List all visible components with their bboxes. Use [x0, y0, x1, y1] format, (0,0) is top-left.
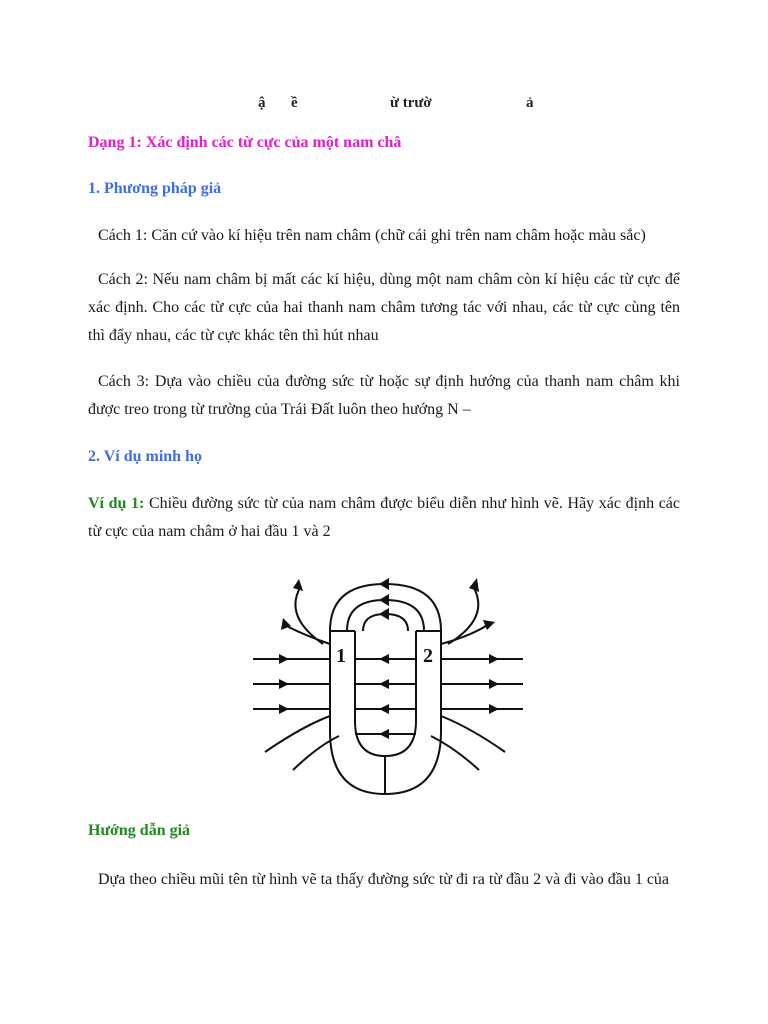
method3-paragraph — [88, 368, 680, 424]
method1-text: Cách 1: Căn cứ vào kí hiệu trên nam châm (chữ cái ghi trên nam châm hoặc màu sắc) — [98, 227, 646, 244]
u-magnet-diagram — [243, 556, 528, 796]
title-fragment-3: ừ trườ — [390, 95, 432, 111]
section2-heading: 2. Ví dụ minh họ — [88, 448, 202, 465]
section1-heading: 1. Phương pháp giả — [88, 180, 222, 197]
title-fragment-2: ề — [291, 95, 298, 111]
pole1-label: 1 — [336, 645, 346, 667]
method2-paragraph — [88, 266, 680, 350]
example1-paragraph — [88, 490, 680, 546]
title-fragment-4: ả — [526, 95, 534, 111]
method3-text: Cách 3: Dựa vào chiều của đường sức từ hoặc sự định hướng của thanh nam châm khi được treo trong từ trường của Trái Đất luôn theo hướng N – — [88, 373, 680, 418]
method1-paragraph — [88, 222, 680, 250]
solution-paragraph — [88, 866, 680, 894]
magnet-figure — [243, 556, 528, 796]
type1-heading: Dạng 1: Xác định các từ cực của một nam châ — [88, 134, 402, 151]
title-fragment-1: ậ — [258, 95, 266, 111]
pole2-label: 2 — [423, 645, 433, 667]
solution-heading: Hướng dẫn giả — [88, 822, 191, 839]
example1-text: Chiều đường sức từ của nam châm được biểu diễn như hình vẽ. Hãy xác định các từ cực của nam châm ở hai đầu 1 và 2 — [88, 495, 680, 540]
solution-text: Dựa theo chiều mũi tên từ hình vẽ ta thấy đường sức từ đi ra từ đầu 2 và đi vào đầu 1 của — [98, 871, 670, 888]
method2-text: Cách 2: Nếu nam châm bị mất các kí hiệu, dùng một nam châm còn kí hiệu các từ cực để xác định. Cho các từ cực của hai thanh nam châm tương tác với nhau, các từ cực cùng tên thì đẩy nhau, các từ cực khác tên thì hút nhau — [88, 271, 680, 344]
example1-label: Ví dụ 1: — [88, 495, 145, 512]
